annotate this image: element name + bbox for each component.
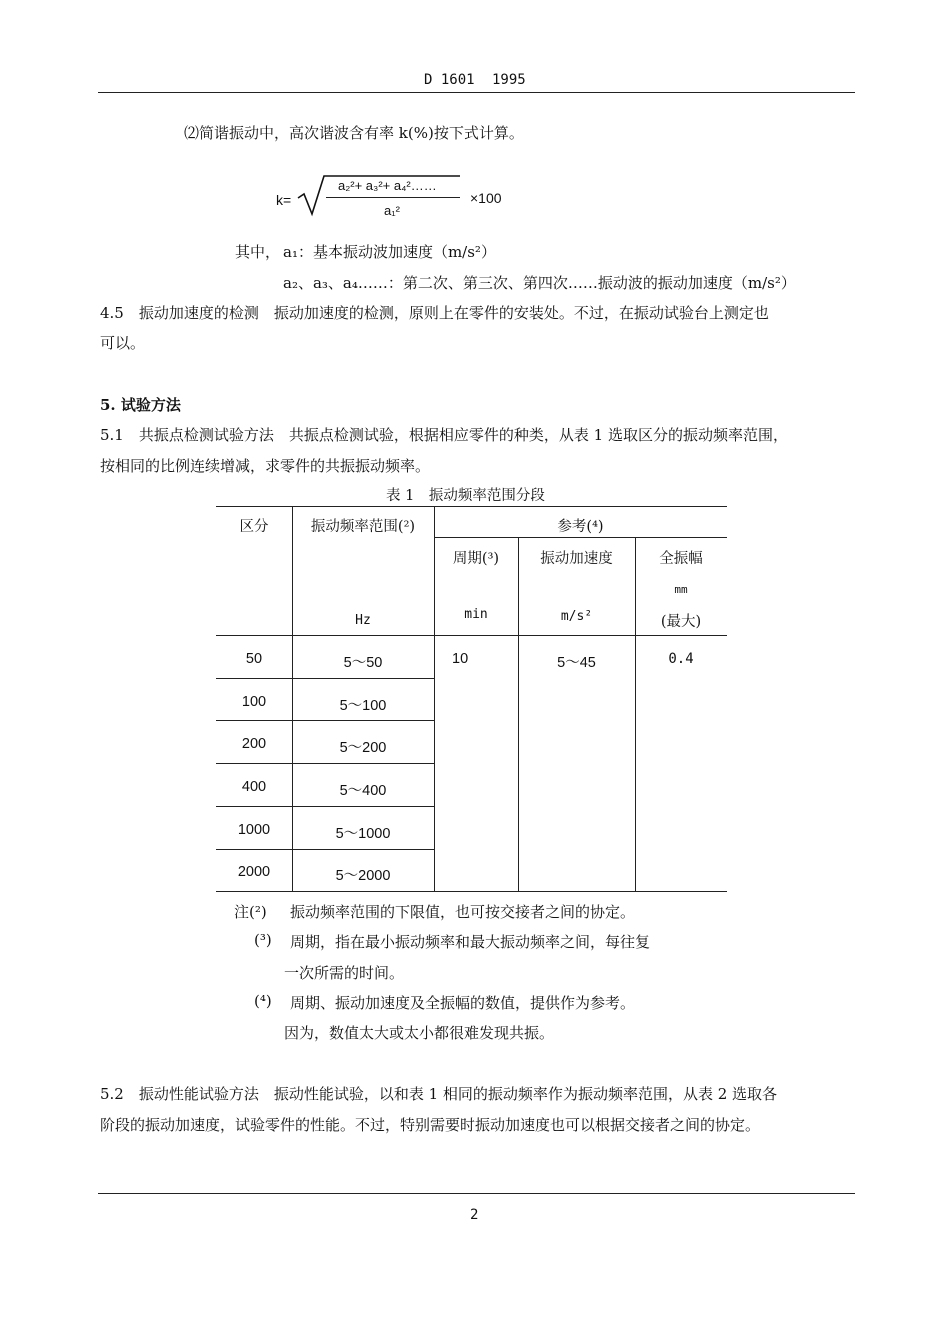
formula-numerator: a₂²+ a₃²+ a₄²…… — [338, 178, 437, 193]
fraction-bar — [326, 197, 460, 198]
section-5-2-line2: 阶段的振动加速度，试验零件的性能。不过，特别需要时振动加速度也可以根据交接者之间的协定。 — [100, 1116, 761, 1134]
table-row-range: 5～400 — [339, 783, 387, 799]
note-4-label: (⁴) — [254, 992, 272, 1010]
shared-amplitude-value: 0.4 — [668, 651, 694, 667]
formula-where-label: 其中， — [235, 243, 281, 261]
formula-where-rest: a₂、a₃、a₄……：第二次、第三次、第四次……振动波的振动加速度（m/s²） — [283, 274, 796, 292]
section-5-heading: 5. 试验方法 — [100, 396, 181, 414]
col-header-accel-unit: m/s² — [560, 609, 593, 624]
col-header-freq-range: 振动频率范围(²) — [310, 519, 416, 535]
header-rule — [98, 92, 855, 93]
col-header-amplitude-unit: mm — [674, 583, 688, 596]
section-4-5-line1: 4.5 振动加速度的检测 振动加速度的检测，原则上在零件的安装处。不过，在振动试验台上测定也 — [100, 304, 769, 322]
table-row-division: 200 — [241, 736, 267, 752]
col-header-period: 周期(³) — [452, 551, 500, 567]
col-header-accel: 振动加速度 — [540, 551, 613, 567]
note-3-line1: 周期，指在最小振动频率和最大振动频率之间，每往复 — [290, 933, 651, 951]
table-caption: 表 1 振动频率范围分段 — [386, 488, 545, 504]
section-5-2-line1: 5.2 振动性能试验方法 振动性能试验，以和表 1 相同的振动频率作为振动频率范围，从表 2 选取各 — [100, 1085, 778, 1103]
header-doc-code: D 1601 — [424, 72, 475, 88]
formula-intro: ⑵简谐振动中，高次谐波含有率 k(%)按下式计算。 — [184, 124, 524, 142]
section-4-5-line2: 可以。 — [100, 334, 146, 352]
vibration-frequency-table — [216, 506, 727, 893]
col-header-freq-unit: Hz — [355, 613, 371, 628]
note-3-line2: 一次所需的时间。 — [284, 964, 405, 982]
formula-multiplier: ×100 — [470, 190, 502, 206]
section-5-1-line1: 5.1 共振点检测试验方法 共振点检测试验，根据相应零件的种类，从表 1 选取区分的振动频率范围， — [100, 426, 788, 444]
notes-label: 注(²) — [234, 903, 267, 921]
shared-period-value: 10 — [452, 651, 469, 667]
col-header-period-unit: min — [464, 607, 488, 622]
table-row-range: 5～1000 — [335, 826, 391, 842]
note-4-line1: 周期、振动加速度及全振幅的数值，提供作为参考。 — [290, 994, 636, 1012]
table-row-range: 5～200 — [339, 740, 387, 756]
footer-rule — [98, 1193, 855, 1194]
col-header-amplitude-note: (最大) — [660, 614, 702, 630]
table-row-division: 1000 — [237, 822, 271, 838]
page-number: 2 — [470, 1207, 479, 1223]
col-header-division: 区分 — [239, 519, 269, 535]
table-row-range: 5～50 — [343, 655, 383, 671]
formula-where-a1: a₁：基本振动波加速度（m/s²） — [283, 243, 496, 261]
note-2: 振动频率范围的下限值，也可按交接者之间的协定。 — [290, 903, 636, 921]
table-row-range: 5～2000 — [335, 868, 391, 884]
note-3-label: (³) — [254, 931, 272, 949]
table-row-division: 100 — [241, 694, 267, 710]
col-header-reference: 参考(⁴) — [557, 519, 604, 535]
shared-accel-value: 5～45 — [557, 655, 596, 671]
table-row-range: 5～100 — [339, 698, 387, 714]
table-row-division: 50 — [245, 651, 263, 667]
formula-denominator: a₁² — [384, 203, 400, 218]
col-header-amplitude: 全振幅 — [659, 551, 703, 567]
header-year: 1995 — [492, 72, 526, 88]
table-row-division: 400 — [241, 779, 267, 795]
table-row-division: 2000 — [237, 864, 271, 880]
note-4-line2: 因为，数值太大或太小都很难发现共振。 — [284, 1024, 555, 1042]
section-5-1-line2: 按相同的比例连续增减，求零件的共振振动频率。 — [100, 457, 431, 475]
formula-lhs: k= — [276, 192, 292, 208]
